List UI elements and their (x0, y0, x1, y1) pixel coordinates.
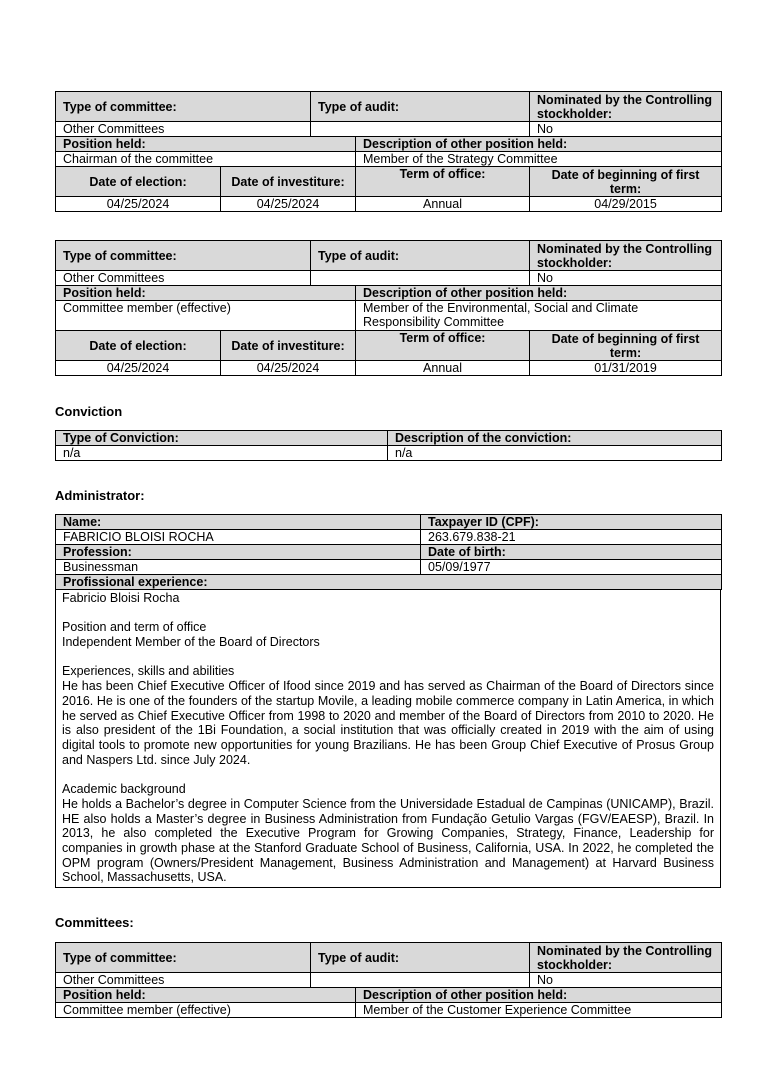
nominated-value: No (530, 271, 722, 286)
term-office-value: Annual (356, 197, 530, 212)
committees-heading: Committees: (55, 915, 134, 930)
audit-type-value (311, 122, 530, 137)
position-held-label: Position held: (56, 137, 356, 152)
first-term-value: 04/29/2015 (530, 197, 722, 212)
other-position-label: Description of other position held: (356, 988, 722, 1003)
position-held-value: Committee member (effective) (56, 1003, 356, 1018)
name-label: Name: (56, 515, 421, 530)
cpf-label: Taxpayer ID (CPF): (421, 515, 722, 530)
position-term-heading: Position and term of office (62, 620, 207, 635)
committee-table-2 (55, 240, 721, 376)
experience-paragraph: He has been Chief Executive Officer of Ifood since 2019 and has served as Chairman of the Board of Directors since 2016. He is one of the founders of the startup Movile, a leading mobile commerce company in Latin America, in which he served as Chief Executive Officer from 1998 to 2020 and member of the Board of Directors from 2010 to 2020. He is also president of the 1Bi Foundation, a social institution that was officially created in 2019 with the aim of using digital tools to promote new opportunities for young Brazilians. He has been Group Chief Executive of Prosus Group and Naspers Ltd. since July 2024. (62, 679, 714, 767)
first-term-value: 01/31/2019 (530, 361, 722, 376)
nominated-value: No (530, 973, 722, 988)
administrator-table (55, 514, 721, 888)
birth-value: 05/09/1977 (421, 560, 722, 575)
first-term-label: Date of beginning of first term: (530, 167, 722, 197)
date-election-value: 04/25/2024 (56, 361, 221, 376)
birth-label: Date of birth: (421, 545, 722, 560)
experience-heading: Experiences, skills and abilities (62, 664, 235, 679)
cpf-value: 263.679.838-21 (421, 530, 722, 545)
type-conviction-value: n/a (56, 446, 388, 461)
committee-table-1 (55, 91, 721, 212)
other-position-value: Member of the Strategy Committee (356, 152, 722, 167)
audit-type-value (311, 973, 530, 988)
term-office-label: Term of office: (356, 331, 530, 361)
profession-label: Profession: (56, 545, 421, 560)
date-investiture-label: Date of investiture: (221, 167, 356, 197)
committee-type-value: Other Committees (56, 122, 311, 137)
other-position-value: Member of the Environmental, Social and Climate Responsibility Committee (356, 301, 722, 331)
experience-text (55, 590, 721, 888)
date-election-label: Date of election: (56, 167, 221, 197)
conviction-heading: Conviction (55, 404, 123, 419)
profession-value: Businessman (56, 560, 421, 575)
type-audit-label: Type of audit: (311, 241, 530, 271)
type-committee-label: Type of committee: (56, 92, 311, 122)
nominated-label: Nominated by the Controlling stockholder: (530, 943, 722, 973)
nominated-label: Nominated by the Controlling stockholder: (530, 92, 722, 122)
type-conviction-label: Type of Conviction: (56, 431, 388, 446)
academic-paragraph: He holds a Bachelor’s degree in Computer Science from the Universidade Estadual de Campinas (UNICAMP), Brazil. HE also holds a Master’s degree in Business Administration from Fundação Getulio Vargas (FGV/EAESP), Brazil. In 2013, he also completed the Executive Program for Growing Companies, Strategy, Finance, Leadership for companies in growth phase at the Stanford Graduate School of Business, California, USA. In 2022, he completed the OPM program (Owners/President Management, Business Administration and Management) at Harvard Business School, Massachusetts, USA. (62, 796, 714, 885)
term-office-value: Annual (356, 361, 530, 376)
experience-name: Fabricio Bloisi Rocha (62, 591, 180, 605)
date-investiture-label: Date of investiture: (221, 331, 356, 361)
nominated-label: Nominated by the Controlling stockholder: (530, 241, 722, 271)
desc-conviction-label: Description of the conviction: (388, 431, 722, 446)
experience-label: Profissional experience: (56, 575, 722, 590)
nominated-value: No (530, 122, 722, 137)
committee-type-value: Other Committees (56, 271, 311, 286)
position-held-label: Position held: (56, 286, 356, 301)
position-held-label: Position held: (56, 988, 356, 1003)
type-committee-label: Type of committee: (56, 241, 311, 271)
position-held-value: Committee member (effective) (56, 301, 356, 331)
first-term-label: Date of beginning of first term: (530, 331, 722, 361)
date-investiture-value: 04/25/2024 (221, 197, 356, 212)
committee-table-3 (55, 942, 721, 1018)
committee-type-value: Other Committees (56, 973, 311, 988)
audit-type-value (311, 271, 530, 286)
type-audit-label: Type of audit: (311, 943, 530, 973)
other-position-value: Member of the Customer Experience Committee (356, 1003, 722, 1018)
date-investiture-value: 04/25/2024 (221, 361, 356, 376)
type-audit-label: Type of audit: (311, 92, 530, 122)
conviction-table (55, 430, 721, 461)
other-position-label: Description of other position held: (356, 137, 722, 152)
desc-conviction-value: n/a (388, 446, 722, 461)
position-held-value: Chairman of the committee (56, 152, 356, 167)
term-office-label: Term of office: (356, 167, 530, 197)
academic-heading: Academic background (62, 782, 186, 797)
type-committee-label: Type of committee: (56, 943, 311, 973)
administrator-heading: Administrator: (55, 488, 145, 503)
other-position-label: Description of other position held: (356, 286, 722, 301)
position-term-value: Independent Member of the Board of Directors (62, 635, 320, 650)
date-election-label: Date of election: (56, 331, 221, 361)
name-value: FABRICIO BLOISI ROCHA (56, 530, 421, 545)
date-election-value: 04/25/2024 (56, 197, 221, 212)
